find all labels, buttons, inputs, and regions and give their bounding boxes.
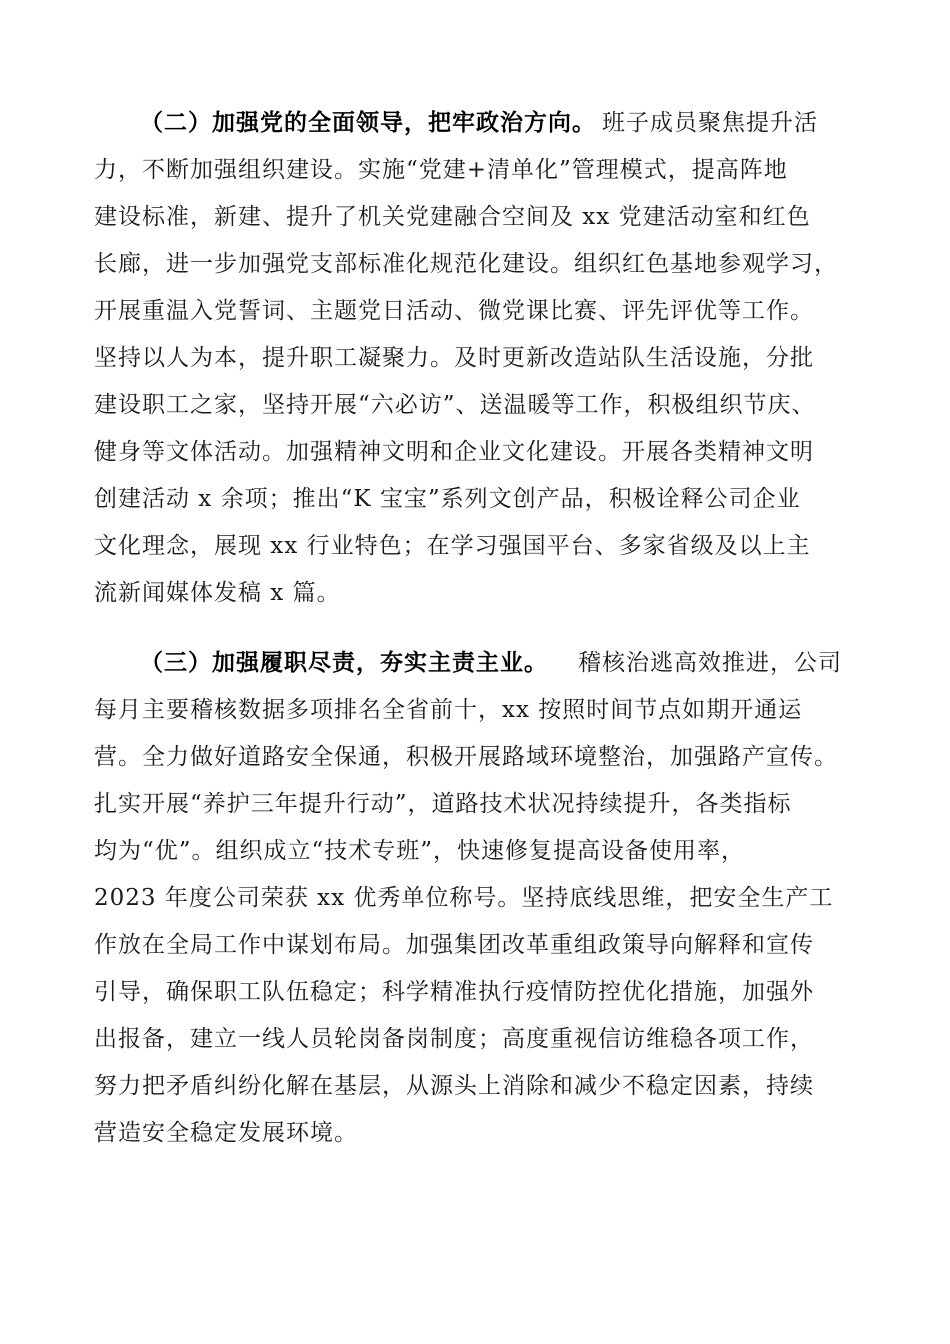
paragraph-line: 长廊，进一步加强党支部标准化规范化建设。组织红色基地参观学习， — [94, 251, 838, 277]
paragraph-line: 营。全力做好道路安全保通，积极开展路域环境整治，加强路产宣传。 — [94, 744, 838, 770]
paragraph-line: 扎实开展“养护三年提升行动”，道路技术状况持续提升，各类指标 — [94, 791, 792, 817]
paragraph-line: 建设职工之家，坚持开展“六必访”、送温暖等工作，积极组织节庆、 — [94, 392, 816, 418]
paragraph-line: 班子成员聚焦提升活 — [602, 110, 818, 136]
paragraph-line: 稽核治逃高效推进，公司 — [578, 650, 842, 676]
paragraph-line: 文化理念，展现 xx 行业特色；在学习强国平台、多家省级及以上主 — [94, 533, 811, 559]
paragraph-line: 流新闻媒体发稿 x 篇。 — [94, 580, 341, 606]
paragraph-line: 出报备，建立一线人员轮岗备岗制度；高度重视信访维稳各项工作， — [94, 1026, 814, 1052]
paragraph-line: 健身等文体活动。加强精神文明和企业文化建设。开展各类精神文明 — [94, 439, 814, 465]
paragraph-line: 建设标准，新建、提升了机关党建融合空间及 xx 党建活动室和红色 — [94, 204, 811, 230]
section-three-heading: （三）加强履职尽责，夯实主责主业。 — [140, 650, 548, 676]
paragraph-line: 引导，确保职工队伍稳定；科学精准执行疫情防控优化措施，加强外 — [94, 979, 814, 1005]
paragraph-line: 营造安全稳定发展环境。 — [94, 1120, 358, 1146]
paragraph-line: 均为“优”。组织成立“技术专班”，快速修复提高设备使用率， — [94, 838, 746, 864]
section-two-heading: （二）加强党的全面领导，把牢政治方向。 — [140, 110, 596, 136]
paragraph-line: 努力把矛盾纠纷化解在基层，从源头上消除和减少不稳定因素，持续 — [94, 1073, 814, 1099]
paragraph-line: 创建活动 x 余项；推出“K 宝宝”系列文创产品，积极诠释公司企业 — [94, 486, 801, 512]
paragraph-line: 力，不断加强组织建设。实施“党建+清单化”管理模式，提高阵地 — [94, 157, 788, 183]
paragraph-line: 每月主要稽核数据多项排名全省前十，xx 按照时间节点如期开通运 — [94, 697, 803, 723]
paragraph-line: 2023 年度公司荣获 xx 优秀单位称号。坚持底线思维，把安全生产工 — [94, 885, 834, 911]
paragraph-line: 作放在全局工作中谋划布局。加强集团改革重组政策导向解释和宣传 — [94, 932, 814, 958]
paragraph-line: 坚持以人为本，提升职工凝聚力。及时更新改造站队生活设施，分批 — [94, 345, 814, 371]
paragraph-line: 开展重温入党誓词、主题党日活动、微党课比赛、评先评优等工作。 — [94, 298, 814, 324]
